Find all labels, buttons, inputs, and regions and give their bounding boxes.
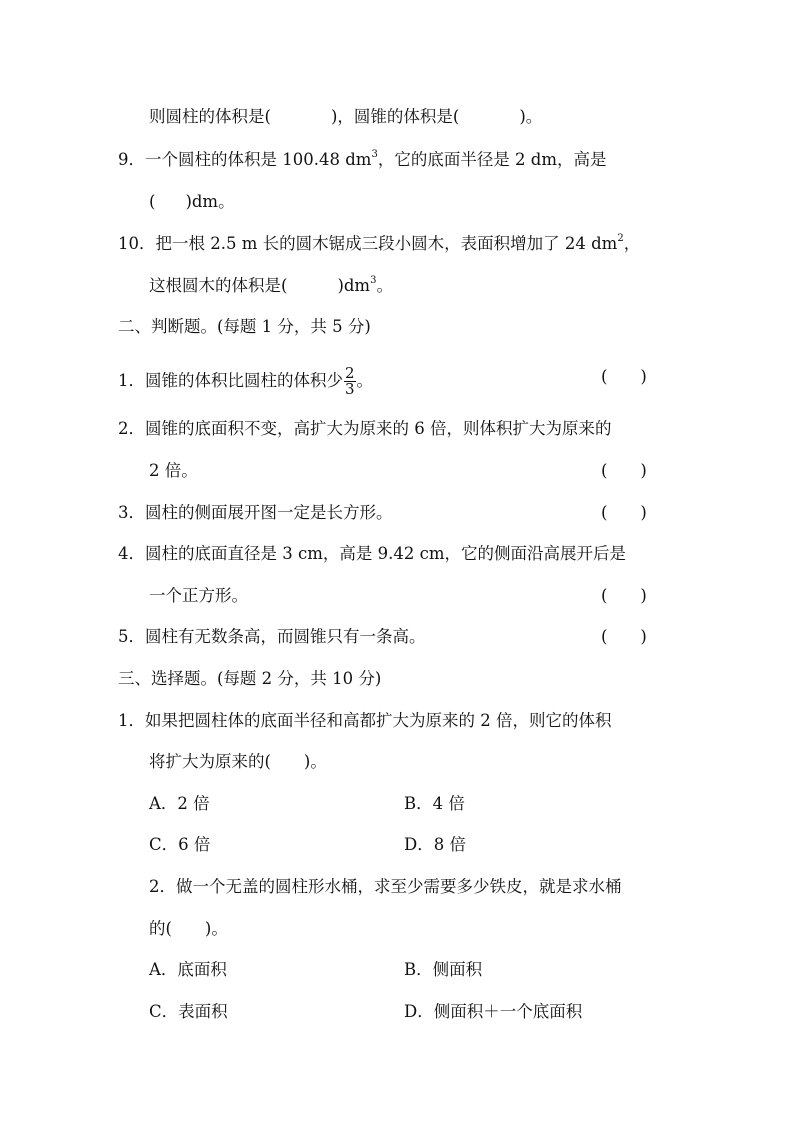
question-10-continuation — [149, 275, 393, 297]
q8-text-c: )。 — [519, 107, 543, 126]
judge-4-number: 4． — [118, 544, 145, 563]
choice-1-option-d[interactable]: D．8 倍 — [404, 835, 466, 854]
judge-1-text: 圆锥的体积比圆柱的体积少 — [145, 371, 343, 390]
judge-5-answer-paren[interactable]: ( ) — [601, 627, 647, 646]
choice-1-option-c[interactable]: C．6 倍 — [149, 835, 211, 854]
section-2-title: 二、判断题。(每题 1 分，共 5 分) — [118, 317, 371, 336]
question-10 — [118, 233, 640, 255]
question-10-sup: 2 — [617, 233, 624, 244]
judge-item-1 — [118, 366, 373, 397]
question-9-continuation — [149, 191, 235, 213]
choice-2-number: 2． — [149, 877, 176, 896]
question-9-text-b: ，它的底面半径是 2 dm，高是 — [377, 150, 607, 169]
q8-continuation — [149, 106, 542, 128]
judge-2-number: 2． — [118, 419, 145, 438]
question-9-cont-a: ( — [149, 192, 156, 211]
judge-1-answer-paren[interactable]: ( ) — [601, 367, 647, 386]
choice-1-option-a[interactable]: A．2 倍 — [149, 794, 210, 813]
choice-2-option-d[interactable]: D．侧面积＋一个底面积 — [404, 1002, 583, 1021]
question-9-number: 9． — [118, 150, 145, 169]
judge-2-text: 圆锥的底面积不变，高扩大为原来的 6 倍，则体积扩大为原来的 — [145, 419, 612, 438]
judge-2-answer-paren[interactable]: ( ) — [601, 461, 647, 480]
judge-item-5 — [118, 626, 426, 648]
section-3-title: 三、选择题。(每题 2 分，共 10 分) — [118, 669, 382, 688]
judge-3-answer-paren[interactable]: ( ) — [601, 503, 647, 522]
choice-1-option-b[interactable]: B．4 倍 — [404, 794, 465, 813]
judge-item-2 — [118, 418, 612, 440]
choice-2-text: 做一个无盖的圆柱形水桶，求至少需要多少铁皮，就是求水桶 — [176, 877, 622, 896]
question-10-cont-c: 。 — [376, 276, 393, 295]
judge-5-number: 5． — [118, 627, 145, 646]
choice-2-continuation: 的( )。 — [149, 919, 228, 938]
judge-item-3 — [118, 502, 393, 524]
question-10-cont-sup: 3 — [370, 275, 377, 286]
judge-2-continuation: 2 倍。 — [149, 461, 198, 480]
choice-item-1 — [118, 710, 612, 732]
judge-item-4 — [118, 543, 626, 565]
choice-item-2 — [149, 876, 622, 898]
question-9-cont-b: )dm。 — [185, 192, 235, 211]
question-9 — [118, 149, 607, 171]
question-10-text-b: ， — [623, 234, 641, 253]
judge-3-text: 圆柱的侧面展开图一定是长方形。 — [145, 503, 393, 522]
judge-4-continuation: 一个正方形。 — [149, 586, 248, 605]
judge-1-tail: 。 — [356, 371, 374, 390]
question-9-text-a: 一个圆柱的体积是 100.48 dm — [145, 150, 372, 169]
choice-1-continuation: 将扩大为原来的( )。 — [149, 752, 327, 771]
fraction-numerator: 2 — [345, 364, 355, 382]
judge-5-text: 圆柱有无数条高，而圆锥只有一条高。 — [145, 627, 426, 646]
question-10-text-a: 把一根 2.5 m 长的圆木锯成三段小圆木，表面积增加了 24 dm — [155, 234, 618, 253]
choice-2-option-b[interactable]: B．侧面积 — [404, 960, 483, 979]
question-10-number: 10． — [118, 234, 156, 253]
choice-2-option-c[interactable]: C．表面积 — [149, 1002, 228, 1021]
judge-4-text: 圆柱的底面直径是 3 cm，高是 9.42 cm，它的侧面沿高展开后是 — [145, 544, 626, 563]
fraction-denominator: 3 — [345, 380, 355, 398]
fraction-two-thirds — [344, 366, 356, 397]
question-10-cont-b: )dm — [337, 276, 371, 295]
choice-1-number: 1． — [118, 711, 145, 730]
choice-2-option-a[interactable]: A．底面积 — [149, 960, 227, 979]
judge-4-answer-paren[interactable]: ( ) — [601, 586, 647, 605]
q8-text-b: )，圆锥的体积是( — [330, 107, 460, 126]
question-10-cont-a: 这根圆木的体积是( — [149, 276, 288, 295]
judge-1-number: 1． — [118, 371, 145, 390]
choice-1-text: 如果把圆柱体的底面半径和高都扩大为原来的 2 倍，则它的体积 — [145, 711, 612, 730]
judge-3-number: 3． — [118, 503, 145, 522]
q8-text-a: 则圆柱的体积是( — [149, 107, 271, 126]
question-9-sup: 3 — [371, 149, 378, 160]
